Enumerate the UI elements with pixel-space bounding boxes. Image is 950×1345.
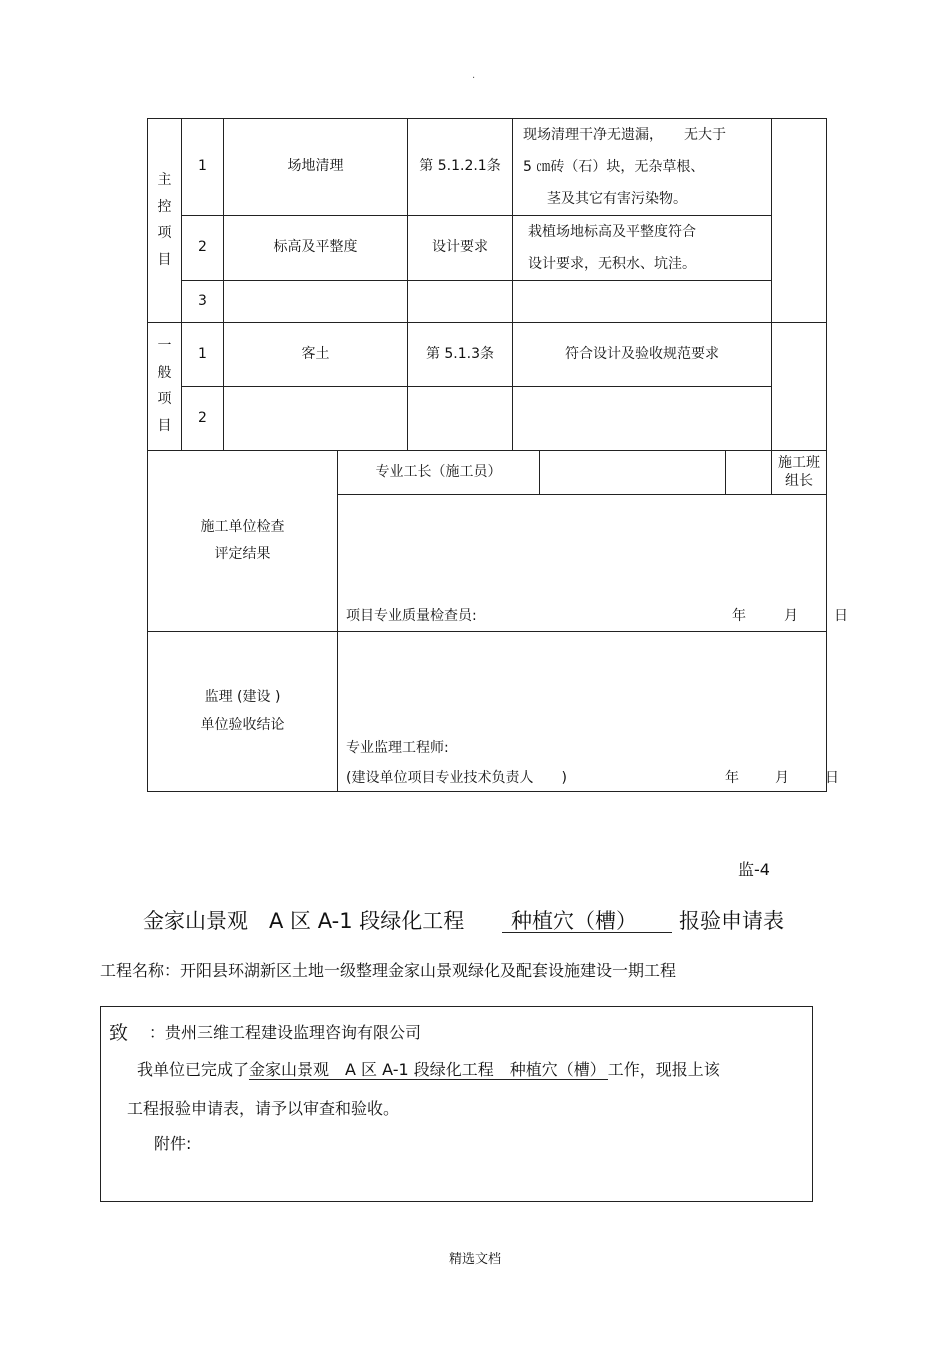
item-number: 1 [182,323,224,387]
table-row [148,216,827,281]
result-cell [772,119,827,323]
item-number: 1 [182,119,224,216]
table-row [148,119,827,216]
construction-result-area [338,495,848,632]
item-number: 2 [182,387,224,451]
date-year: 年 [725,769,739,786]
item-standard: 现场清理干净无遗漏， 无大于 5 ㎝砖（石）块，无杂草根、 茎及其它有害污染物。 [513,119,772,216]
item-clause [408,387,513,451]
team-leader-label: 施工班组长 [772,451,827,495]
date-month: 月 [784,607,798,624]
project-name: 工程名称：开阳县环湖新区土地一级整理金家山景观绿化及配套设施建设一期工程 [100,961,677,980]
item-standard: 栽植场地标高及平整度符合 设计要求，无积水、坑洼。 [513,216,772,281]
item-name: 客土 [224,323,408,387]
inspector-label: 项目专业质量检查员: [346,607,477,624]
item-standard [513,387,772,451]
recipient-name: ：贵州三维工程建设监理咨询有限公司 [149,1023,422,1042]
date-year: 年 [732,607,746,624]
engineer-label: 专业监理工程师: [346,739,449,756]
form-code: 监-4 [738,860,770,879]
supervision-label: 监理 (建设 ) 单位验收结论 [148,632,338,792]
date-month: 月 [775,769,789,786]
table-row [148,323,827,387]
item-number: 3 [182,281,224,323]
table-row [148,281,827,323]
title-part-2: 种植穴（槽） [511,909,637,933]
title-part-3: 报验申请表 [679,909,784,933]
foreman-label: 专业工长（施工员） [338,451,540,495]
item-standard: 符合设计及验收规范要求 [513,323,772,387]
item-clause: 设计要求 [408,216,513,281]
foreman-value [540,451,772,495]
table-row [148,632,827,792]
supervision-result-area [338,632,839,792]
general-group-label: 一 般 项 目 [148,323,182,451]
application-text-line: 我单位已完成了金家山景观 A 区 A-1 段绿化工程 种植穴（槽） 工作，现报上该 [137,1060,720,1079]
item-clause: 第 5.1.2.1条 [408,119,513,216]
item-name [224,281,408,323]
item-name: 标高及平整度 [224,216,408,281]
date-day: 日 [834,607,848,624]
header-mark: . [472,70,476,81]
title-underline [502,932,672,933]
work-scope: 金家山景观 A 区 A-1 段绿化工程 种植穴（槽） [249,1060,606,1079]
owner-label: (建设单位项目专业技术负责人 ) [346,769,567,786]
item-name: 场地清理 [224,119,408,216]
table-row [148,387,827,451]
item-clause: 第 5.1.3条 [408,323,513,387]
attachment-label: 附件: [154,1134,192,1153]
application-box [100,1006,813,1202]
date-day: 日 [825,769,839,786]
item-clause [408,281,513,323]
item-name [224,387,408,451]
footer-text: 精选文档 [448,1252,501,1267]
application-text-line: 工程报验申请表，请予以审查和验收。 [127,1099,400,1118]
to-label: 致 [109,1022,129,1044]
item-number: 2 [182,216,224,281]
main-group-label: 主 控 项 目 [148,119,182,323]
construction-check-label: 施工单位检查 评定结果 [148,451,338,632]
title-part-1: 金家山景观 A 区 A-1 段绿化工程 [143,909,465,933]
result-cell [772,323,827,451]
divider [725,450,726,494]
item-standard [513,281,772,323]
